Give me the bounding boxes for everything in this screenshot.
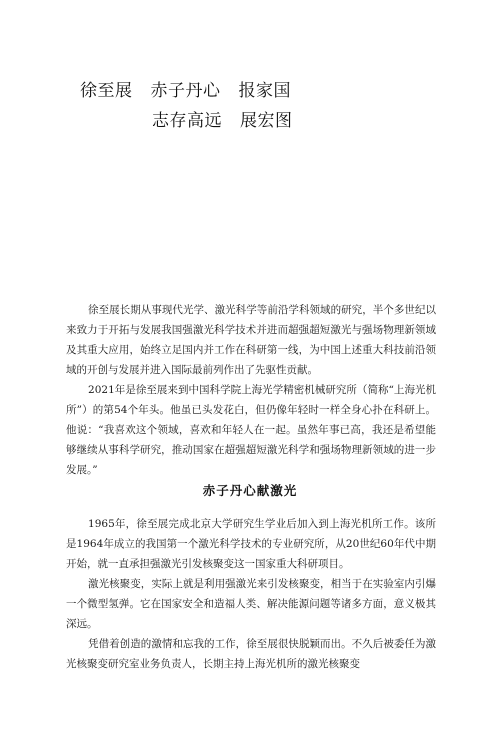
title-segment-3: 报家国 bbox=[238, 81, 291, 101]
intro-text bbox=[66, 300, 436, 480]
intro-paragraph: 徐至展长期从事现代光学、激光科学等前沿学科领域的研究，半个多世纪以来致力于开拓与发展我国强激光科学技术并进而超强超短激光与强场物理新领域及其重大应用，始终立足国内并工作在科研第一线，为中国上述重大科技前沿领域的开创与发展并进入国际最前列作出了先驱性贡献。 bbox=[66, 304, 436, 376]
section-paragraph: 凭借着创造的激情和忘我的工作，徐至展很快脱颖而出。不久后被委任为激光核聚变研究室业务负责人，长期主持上海光机所的激光核聚变 bbox=[66, 638, 436, 670]
title-segment-4: 志存高远 bbox=[152, 111, 222, 131]
intro-paragraph: 2021年是徐至展来到中国科学院上海光学精密机械研究所（简称“上海光机所”）的第54个年头。他虽已头发花白，但仍像年轻时一样全身心扑在科研上。他说：“我喜欢这个领域，喜欢和年轻人在一起。虽然年事已高，我还是希望能够继续从事科学研究，推动国家在超强超短激光科学和强场物理新领域的进一步发展。” bbox=[66, 384, 436, 476]
title-segment-5: 展宏图 bbox=[240, 111, 293, 131]
title-segment-name: 徐至展 bbox=[80, 81, 133, 101]
section-text bbox=[66, 514, 436, 674]
title-segment-2: 赤子丹心 bbox=[150, 81, 221, 101]
section-paragraph: 1965年，徐至展完成北京大学研究生学业后加入到上海光机所工作。该所是1964年成立的我国第一个激光科学技术的专业研究所，从20世纪60年代中期开始，就一直承担强激光引发核聚变这一国家重大科研项目。 bbox=[66, 518, 436, 570]
article-title-line-2 bbox=[152, 106, 293, 131]
section-heading: 赤子丹心献激光 bbox=[202, 483, 298, 498]
section-paragraph: 激光核聚变，实际上就是利用强激光来引发核聚变，相当于在实验室内引爆一个微型氢弹。它在国家安全和造福人类、解决能源问题等诸多方面，意义极其深远。 bbox=[66, 578, 436, 630]
article-title-line-1 bbox=[80, 76, 291, 101]
